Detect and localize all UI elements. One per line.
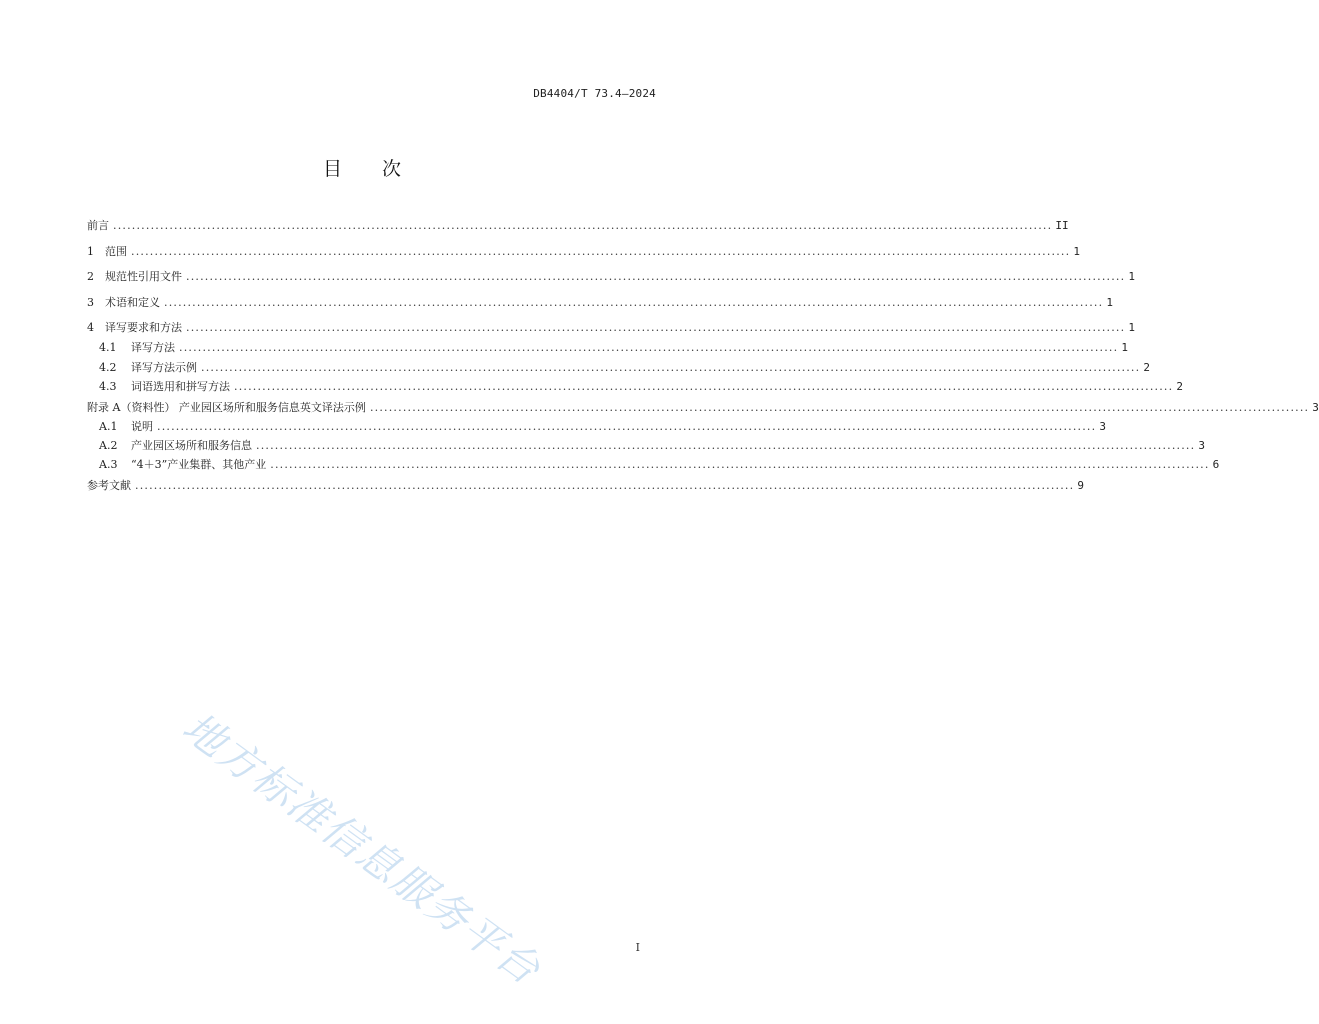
toc-page-number: 3	[1312, 400, 1319, 414]
toc-leader-dots: ........................................................................................................................................................................................................	[164, 295, 1104, 309]
toc-entry-label: 4.1 译写方法	[99, 341, 175, 355]
toc-entry-number: A.2	[99, 438, 118, 452]
toc-leader-dots: ........................................................................................................................................................................................................	[201, 360, 1141, 374]
toc-entry-number: 1	[87, 244, 94, 258]
toc-entry-label: 参考文献	[87, 479, 131, 493]
toc-entry[interactable]	[87, 321, 1135, 342]
page-number: I	[635, 941, 640, 954]
toc-leader-dots: ........................................................................................................................................................................................................	[186, 321, 1126, 335]
toc-page-number: 2	[1143, 360, 1150, 374]
toc-entry-label: 3 术语和定义	[87, 295, 160, 309]
toc-entry[interactable]	[87, 244, 1080, 272]
toc-entry-label: 4 译写要求和方法	[87, 321, 182, 335]
toc-entry-number: A.3	[99, 458, 118, 472]
toc-page-number: II	[1055, 219, 1069, 232]
toc-entry[interactable]	[87, 479, 1084, 506]
toc-page-number: 1	[1128, 270, 1135, 284]
table-of-contents	[87, 219, 1319, 506]
toc-entry-label: A.2 产业园区场所和服务信息	[99, 438, 252, 452]
toc-entry[interactable]	[87, 458, 1220, 480]
toc-entry-label: 4.3 词语选用和拼写方法	[99, 379, 230, 393]
toc-page-number: 1	[1073, 244, 1080, 258]
toc-page-number: 6	[1212, 458, 1220, 472]
toc-leader-dots: ........................................................................................................................................................................................................	[270, 458, 1210, 472]
toc-entry-label: A.1 说明	[99, 419, 153, 433]
toc-entry-label: 1 范围	[87, 244, 127, 258]
watermark: 地方标准信息服务平台	[173, 702, 550, 995]
toc-entry-number: A.1	[99, 419, 118, 433]
toc-entry-number: 4.3	[99, 379, 117, 393]
toc-leader-dots: ........................................................................................................................................................................................................	[369, 400, 1310, 414]
toc-entry[interactable]	[87, 438, 1205, 459]
toc-leader-dots: ........................................................................................................................................................................................................	[131, 244, 1071, 258]
toc-leader-dots: ........................................................................................................................................................................................................	[113, 219, 1053, 232]
toc-page-number: 9	[1077, 479, 1084, 493]
toc-page-number: 1	[1128, 321, 1135, 335]
toc-page-number: 2	[1176, 379, 1183, 393]
toc-page-number: 1	[1106, 295, 1113, 309]
document-code: DB4404/T 73.4—2024	[533, 87, 656, 100]
toc-entry-label: A.3 “4＋3”产业集群、其他产业	[99, 458, 267, 472]
toc-entry[interactable]	[87, 270, 1135, 297]
toc-entry-label: 前言	[87, 219, 109, 232]
toc-leader-dots: ........................................................................................................................................................................................................	[157, 419, 1097, 433]
toc-entry[interactable]	[87, 360, 1150, 381]
toc-leader-dots: ........................................................................................................................................................................................................	[234, 379, 1174, 393]
page-title: 目 次	[322, 158, 402, 180]
toc-entry-number: 4.2	[99, 360, 117, 374]
toc-entry[interactable]	[87, 219, 1069, 246]
toc-entry[interactable]	[87, 295, 1113, 323]
toc-entry-label: 4.2 译写方法示例	[99, 360, 197, 374]
toc-entry[interactable]	[87, 400, 1319, 421]
toc-entry-label: 2 规范性引用文件	[87, 270, 182, 284]
toc-leader-dots: ........................................................................................................................................................................................................	[186, 270, 1126, 284]
toc-page-number: 3	[1099, 419, 1106, 433]
toc-leader-dots: ........................................................................................................................................................................................................	[135, 479, 1075, 493]
toc-entry-number: 4.1	[99, 341, 117, 355]
toc-page-number: 3	[1198, 438, 1205, 452]
toc-entry-number: 4	[87, 321, 94, 335]
toc-entry[interactable]	[87, 341, 1128, 361]
toc-entry-number: 3	[87, 295, 94, 309]
toc-entry-number: 2	[87, 270, 94, 284]
toc-entry-label: 附录 A（资料性） 产业园区场所和服务信息英文译法示例	[87, 400, 366, 414]
toc-leader-dots: ........................................................................................................................................................................................................	[179, 341, 1119, 355]
toc-page-number: 1	[1121, 341, 1128, 355]
toc-leader-dots: ........................................................................................................................................................................................................	[256, 438, 1196, 452]
toc-entry[interactable]	[87, 379, 1183, 402]
toc-entry[interactable]	[87, 419, 1106, 440]
